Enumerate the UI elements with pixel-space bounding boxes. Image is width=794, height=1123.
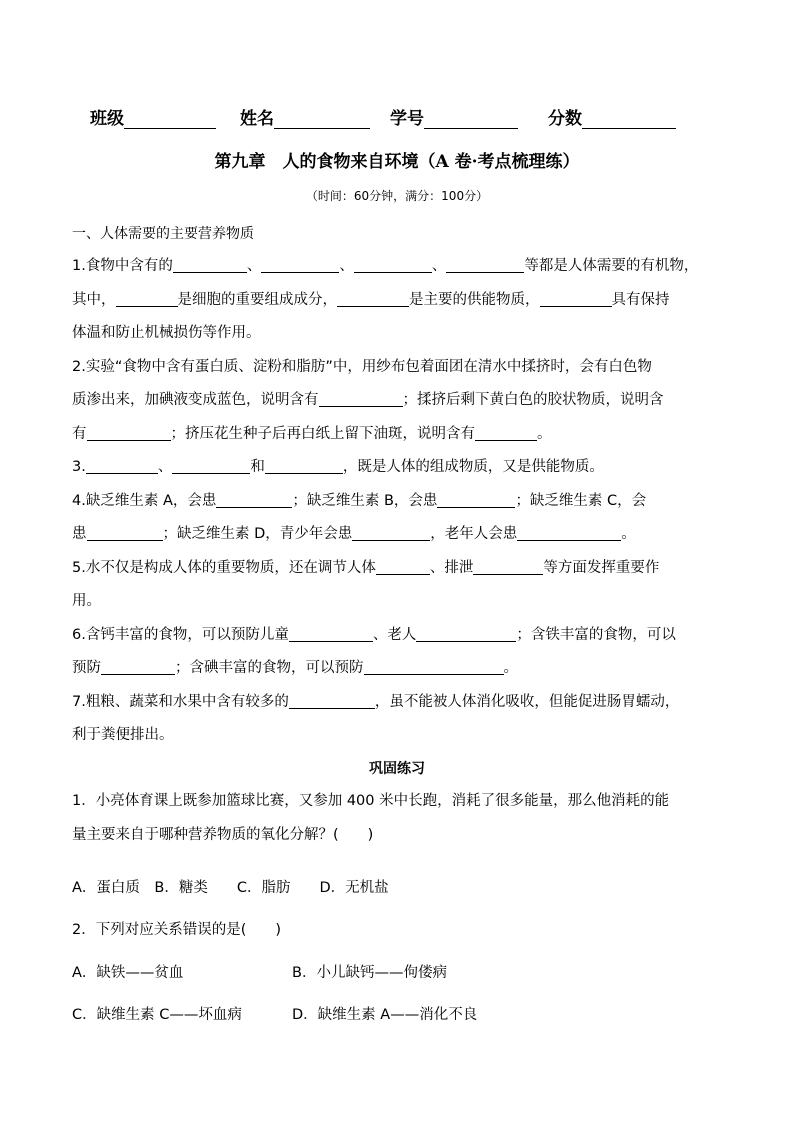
score-blank[interactable] [582, 110, 676, 129]
student-info-row [90, 104, 710, 130]
fill-blank[interactable] [354, 255, 432, 273]
class-blank[interactable] [124, 110, 216, 129]
q6-line1: 6.含钙丰富的食物，可以预防儿童 、老人 ；含铁丰富的食物，可以 [72, 619, 732, 653]
section-heading: 一、人体需要的主要营养物质 [72, 226, 254, 242]
fill-blank[interactable] [319, 389, 403, 407]
page-subtitle: （时间：60分钟，满分：100分） [305, 189, 489, 203]
fill-blank[interactable] [116, 289, 178, 307]
fill-blank[interactable] [475, 423, 537, 441]
fill-blank[interactable] [216, 490, 292, 508]
fill-blank[interactable] [87, 423, 171, 441]
q2-line3: 有 ；挤压花生种子后再白纸上留下油斑，说明含有 。 [72, 418, 732, 452]
practice-q2-option-b: B．小儿缺钙——佝偻病 [292, 965, 447, 981]
practice-q1-line1: 1．小亮体育课上既参加篮球比赛，又参加 400 米中长跑，消耗了很多能量，那么他消耗的能 [72, 793, 670, 809]
q7-line1: 7.粗粮、蔬菜和水果中含有较多的 ，虽不能被人体消化吸收，但能促进肠胃蠕动， [72, 686, 732, 720]
q7-line2: 利于粪便排出。 [72, 727, 174, 743]
class-field: 班级 [90, 104, 216, 129]
fill-blank[interactable] [101, 657, 175, 675]
student-id-blank[interactable] [424, 110, 518, 129]
fill-blank[interactable] [261, 255, 339, 273]
practice-heading: 巩固练习 [369, 761, 425, 777]
q2-line1: 2.实验“食物中含有蛋白质、淀粉和脂肪”中，用纱布包着面团在清水中揉挤时，会有白色物 [72, 358, 652, 375]
q1-line3: 体温和防止机械损伤等作用。 [72, 325, 261, 341]
q4-line1: 4.缺乏维生素 A，会患 ；缺乏维生素 B，会患 ；缺乏维生素 C，会 [72, 485, 732, 519]
practice-q1-line2: 量主要来自于哪种营养物质的氧化分解？( ) [72, 826, 374, 843]
name-blank[interactable] [274, 110, 370, 129]
q5-line2: 用。 [72, 593, 101, 609]
practice-q2-option-d: D．缺维生素 A——消化不良 [292, 1007, 478, 1023]
q5-line1: 5.水不仅是构成人体的重要物质，还在调节人体 、排泄 等方面发挥重要作 [72, 552, 732, 586]
score-field: 分数 [548, 104, 676, 129]
fill-blank[interactable] [86, 456, 158, 474]
student-id-field: 学号 [390, 104, 518, 129]
fill-blank[interactable] [172, 456, 250, 474]
page-title: 第九章 人的食物来自环境（A 卷·考点梳理练） [214, 152, 580, 172]
practice-q1-options: A．蛋白质 B．糖类 C．脂肪 D．无机盐 [72, 880, 389, 896]
q2-line2: 质渗出来，加碘液变成蓝色，说明含有 ；揉挤后剩下黄白色的胶状物质，说明含 [72, 384, 732, 418]
fill-blank[interactable] [289, 691, 375, 709]
fill-blank[interactable] [337, 289, 409, 307]
fill-blank[interactable] [173, 255, 247, 273]
q6-line2: 预防 ；含碘丰富的食物，可以预防 。 [72, 652, 732, 686]
fill-blank[interactable] [473, 557, 543, 575]
fill-blank[interactable] [289, 624, 373, 642]
practice-q1 [72, 785, 732, 852]
fill-blank[interactable] [446, 255, 524, 273]
fill-blank[interactable] [416, 624, 516, 642]
fill-blank[interactable] [265, 456, 343, 474]
q4-line2: 患 ；缺乏维生素 D，青少年会患 ，老年人会患 。 [72, 518, 732, 552]
fill-blank[interactable] [376, 557, 430, 575]
practice-q2-option-a: A．缺铁——贫血 [72, 965, 184, 981]
fill-blank[interactable] [437, 490, 515, 508]
practice-q2-stem: 2．下列对应关系错误的是( ) [72, 922, 282, 938]
q3-line: 3. 、 和 ，既是人体的组成物质，又是供能物质。 [72, 451, 732, 485]
section1-questions [72, 250, 732, 753]
practice-q2-option-c: C．缺维生素 C——坏血病 [72, 1007, 242, 1023]
q1-line2: 其中， 是细胞的重要组成成分， 是主要的供能物质， 具有保持 [72, 284, 732, 318]
fill-blank[interactable] [87, 523, 163, 541]
fill-blank[interactable] [364, 657, 504, 675]
q1-line1: 1.食物中含有的 、 、 、 等都是人体需要的有机物， [72, 250, 732, 284]
fill-blank[interactable] [352, 523, 430, 541]
name-field: 姓名 [240, 104, 370, 129]
fill-blank[interactable] [540, 289, 612, 307]
fill-blank[interactable] [517, 523, 621, 541]
